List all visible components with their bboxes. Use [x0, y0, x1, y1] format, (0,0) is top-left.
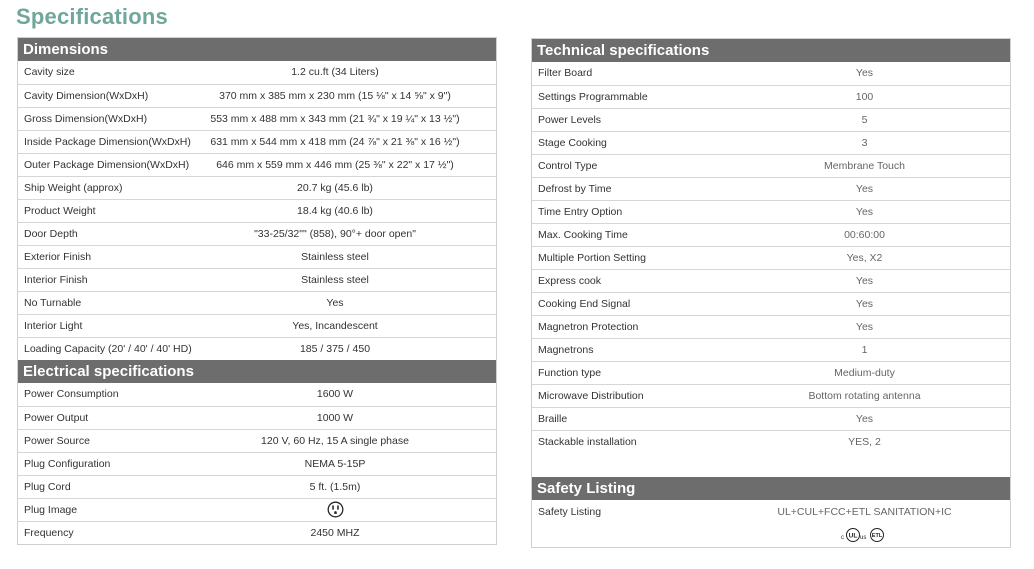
technical-row — [532, 315, 1010, 338]
spec-value: Yes — [737, 62, 1010, 85]
spec-label: Settings Programmable — [532, 85, 737, 108]
dimensions-header: Dimensions — [18, 38, 496, 61]
spec-label: Plug Configuration — [18, 452, 204, 475]
certification-marks-row — [532, 523, 1010, 547]
electrical-row — [18, 521, 496, 544]
dimensions-row — [18, 61, 496, 84]
spec-value: 20.7 kg (45.6 lb) — [204, 176, 496, 199]
spec-value: Yes — [737, 177, 1010, 200]
spec-value: Yes — [737, 292, 1010, 315]
spec-label: Power Source — [18, 429, 204, 452]
spacer-row — [532, 453, 1010, 477]
spec-value: 1 — [737, 338, 1010, 361]
technical-row — [532, 154, 1010, 177]
spec-label: Inside Package Dimension(WxDxH) — [18, 130, 204, 153]
technical-row — [532, 223, 1010, 246]
electrical-header: Electrical specifications — [18, 360, 496, 383]
dimensions-row — [18, 314, 496, 337]
dimensions-row — [18, 176, 496, 199]
spec-value: 3 — [737, 131, 1010, 154]
technical-row — [532, 131, 1010, 154]
spec-label: Max. Cooking Time — [532, 223, 737, 246]
technical-row — [532, 407, 1010, 430]
spec-label: Multiple Portion Setting — [532, 246, 737, 269]
spec-label: Braille — [532, 407, 737, 430]
dimensions-row — [18, 268, 496, 291]
spec-label: Product Weight — [18, 199, 204, 222]
left-spec-panel — [17, 37, 497, 545]
technical-row — [532, 338, 1010, 361]
electrical-row — [18, 452, 496, 475]
spec-value: Yes, Incandescent — [204, 314, 496, 337]
page-title: Specifications — [16, 4, 168, 29]
spec-label: Cavity Dimension(WxDxH) — [18, 84, 204, 107]
spec-value: 646 mm x 559 mm x 446 mm (25 ⅜" x 22" x 17 ½") — [204, 153, 496, 176]
spec-label: Cavity size — [18, 61, 204, 84]
technical-row — [532, 430, 1010, 453]
electrical-row — [18, 498, 496, 521]
technical-row — [532, 384, 1010, 407]
dimensions-row — [18, 245, 496, 268]
spec-label: Power Levels — [532, 108, 737, 131]
dimensions-row — [18, 337, 496, 360]
spec-value: 553 mm x 488 mm x 343 mm (21 ¾" x 19 ¼" x 13 ½") — [204, 107, 496, 130]
spec-label: Plug Cord — [18, 475, 204, 498]
spec-value: Yes — [737, 269, 1010, 292]
spec-label: Magnetron Protection — [532, 315, 737, 338]
spec-label: No Turnable — [18, 291, 204, 314]
technical-row — [532, 85, 1010, 108]
spec-label: Ship Weight (approx) — [18, 176, 204, 199]
dimensions-row — [18, 291, 496, 314]
technical-row — [532, 108, 1010, 131]
spec-label: Function type — [532, 361, 737, 384]
spec-label: Stage Cooking — [532, 131, 737, 154]
spec-value: 120 V, 60 Hz, 15 A single phase — [204, 429, 496, 452]
spec-value: Yes — [204, 291, 496, 314]
spec-label: Cooking End Signal — [532, 292, 737, 315]
spec-value: NEMA 5-15P — [204, 452, 496, 475]
spec-value: 1600 W — [204, 383, 496, 406]
ul-mark-text: UL — [848, 532, 857, 540]
safety-header: Safety Listing — [532, 477, 1010, 500]
right-spec-panel — [531, 38, 1011, 548]
spec-value: 1.2 cu.ft (34 Liters) — [204, 61, 496, 84]
spec-label: Gross Dimension(WxDxH) — [18, 107, 204, 130]
spec-value: 2450 MHZ — [310, 526, 360, 539]
spec-value: 5 ft. (1.5m) — [204, 475, 496, 498]
dimensions-table — [18, 61, 496, 360]
technical-row — [532, 361, 1010, 384]
spec-value: 1000 W — [204, 406, 496, 429]
dimensions-row — [18, 130, 496, 153]
spec-value: 5 — [737, 108, 1010, 131]
dimensions-row — [18, 222, 496, 245]
technical-row — [532, 292, 1010, 315]
spec-label: Magnetrons — [532, 338, 737, 361]
technical-row — [532, 177, 1010, 200]
dimensions-row — [18, 153, 496, 176]
technical-row — [532, 200, 1010, 223]
spec-label: Loading Capacity (20' / 40' / 40' HD) — [24, 342, 192, 355]
spec-label: Power Output — [18, 406, 204, 429]
spec-label: Outer Package Dimension(WxDxH) — [18, 153, 204, 176]
spec-value: Medium-duty — [737, 361, 1010, 384]
spec-value: 370 mm x 385 mm x 230 mm (15 ⅛" x 14 ⅝" x 9") — [204, 84, 496, 107]
spec-label: Power Consumption — [18, 383, 204, 406]
electrical-row — [18, 429, 496, 452]
spec-label: Safety Listing — [538, 505, 602, 518]
spec-value: 100 — [737, 85, 1010, 108]
nema-5-15-plug-icon — [327, 501, 344, 518]
spec-label: Exterior Finish — [18, 245, 204, 268]
spec-label: Filter Board — [532, 62, 737, 85]
safety-row — [532, 500, 1010, 523]
technical-table — [532, 62, 1010, 477]
spec-label: Control Type — [532, 154, 737, 177]
dimensions-row — [18, 84, 496, 107]
technical-row — [532, 246, 1010, 269]
spec-value: Stainless steel — [204, 268, 496, 291]
spec-label: Plug Image — [18, 498, 204, 521]
spec-value: Bottom rotating antenna — [737, 384, 1010, 407]
spec-value: 185 / 375 / 450 — [299, 342, 371, 355]
spec-value: YES, 2 — [848, 435, 881, 448]
spec-label: Microwave Distribution — [532, 384, 737, 407]
spec-value: 00:60:00 — [737, 223, 1010, 246]
electrical-table — [18, 383, 496, 544]
spec-value: Yes — [737, 200, 1010, 223]
electrical-row — [18, 406, 496, 429]
ul-country-left: c — [840, 535, 844, 541]
spec-label: Frequency — [24, 526, 74, 539]
spec-value: 631 mm x 544 mm x 418 mm (24 ⅞" x 21 ⅜" x 16 ½") — [204, 130, 496, 153]
electrical-row — [18, 475, 496, 498]
spec-value: Yes, X2 — [737, 246, 1010, 269]
technical-row — [532, 62, 1010, 85]
dimensions-row — [18, 199, 496, 222]
spec-label: Express cook — [532, 269, 737, 292]
spec-value: Stainless steel — [204, 245, 496, 268]
certification-marks-icon — [841, 527, 889, 543]
spec-label: Interior Light — [18, 314, 204, 337]
spec-value: "33-25/32"" (858), 90°+ door open" — [204, 222, 496, 245]
ul-country-right: us — [859, 535, 866, 541]
spec-label: Door Depth — [18, 222, 204, 245]
safety-table — [532, 500, 1010, 547]
spec-label: Stackable installation — [538, 435, 637, 448]
spec-icon-cell — [204, 498, 496, 521]
spec-value: Membrane Touch — [737, 154, 1010, 177]
technical-header: Technical specifications — [532, 39, 1010, 62]
etl-mark-text: ETL — [871, 533, 882, 540]
spec-value: 18.4 kg (40.6 lb) — [204, 199, 496, 222]
spec-value: UL+CUL+FCC+ETL SANITATION+IC — [777, 505, 952, 518]
electrical-row — [18, 383, 496, 406]
technical-row — [532, 269, 1010, 292]
dimensions-row — [18, 107, 496, 130]
spec-label: Time Entry Option — [532, 200, 737, 223]
spec-value: Yes — [737, 407, 1010, 430]
spec-label: Defrost by Time — [532, 177, 737, 200]
spec-value: Yes — [737, 315, 1010, 338]
spec-label: Interior Finish — [18, 268, 204, 291]
